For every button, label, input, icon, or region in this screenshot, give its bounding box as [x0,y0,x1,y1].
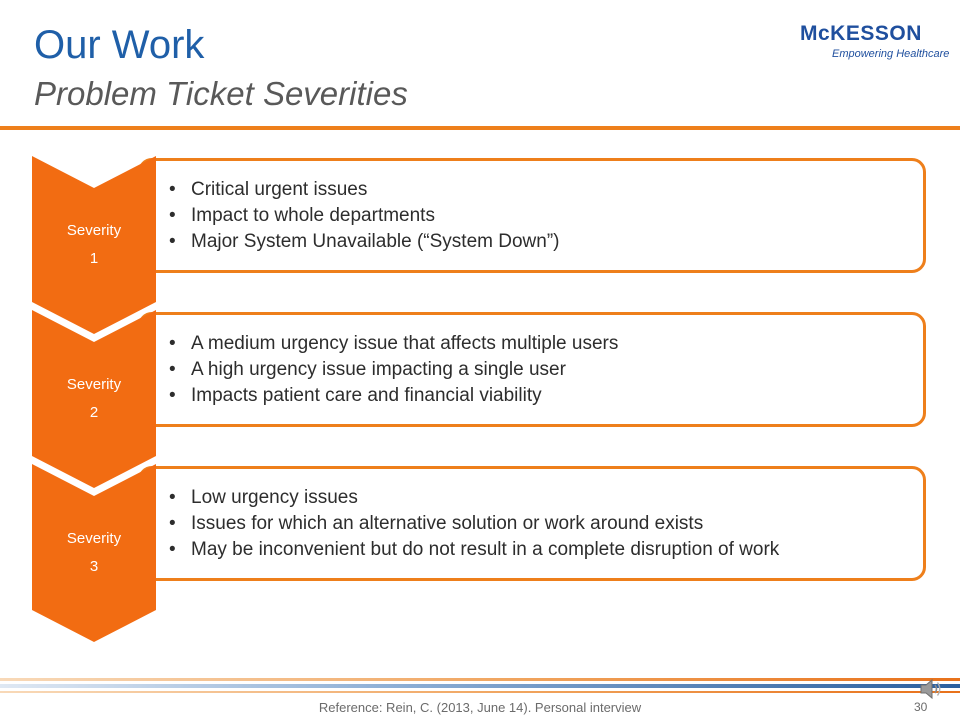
list-item [169,229,923,255]
bullet-icon: • [169,385,176,406]
severity-1-details [138,158,926,273]
list-item [169,177,923,203]
severity-3-label-word: Severity [66,530,122,547]
logo-wordmark: McKESSON [800,22,922,45]
bullet-icon: • [169,513,176,534]
audio-speaker[interactable] [918,676,944,702]
severity-1-chevron [32,156,156,334]
list-item [169,331,923,357]
list-item [169,511,923,537]
list-item [169,537,923,563]
slide-subtitle: Problem Ticket Severities [34,75,408,112]
chevron-shape [32,310,156,488]
chevron-shape [32,156,156,334]
list-item [169,383,923,409]
slide-title: Our Work [34,23,205,67]
list-item [169,485,923,511]
bullet-text: A medium urgency issue that affects multiple users [191,333,619,354]
speaker-icon [918,676,944,702]
severity-1-label-word: Severity [66,222,122,239]
title-divider [0,126,960,130]
bullet-icon: • [169,539,176,560]
severity-1-bullet-list [169,177,923,255]
list-item [169,203,923,229]
bullet-text: Critical urgent issues [191,179,368,200]
severity-3-label-number: 3 [89,558,99,575]
severity-1-label-number: 1 [89,250,99,267]
severity-2-details [138,312,926,427]
chevron-shape [32,464,156,642]
bullet-icon: • [169,205,176,226]
severity-2-bullet-list [169,331,923,409]
severity-2-label-word: Severity [66,376,122,393]
severity-2-chevron [32,310,156,488]
bullet-text: A high urgency issue impacting a single user [191,359,566,380]
bullet-text: May be inconvenient but do not result in a complete disruption of work [191,539,780,560]
severity-2-label-number: 2 [89,404,99,421]
severity-3-chevron [32,464,156,642]
bullet-icon: • [169,333,176,354]
company-logo [800,22,950,72]
footer-decorative-bars [0,676,960,698]
bullet-text: Issues for which an alternative solution or work around exists [191,513,704,534]
bullet-icon: • [169,179,176,200]
bullet-text: Major System Unavailable (“System Down”) [191,231,560,252]
bullet-icon: • [169,359,176,380]
severity-3-bullet-list [169,485,923,563]
bullet-text: Low urgency issues [191,487,358,508]
bullet-text: Impacts patient care and financial viability [191,385,542,406]
page-number: 30 [914,700,928,714]
reference-citation: Reference: Rein, C. (2013, June 14). Personal interview [318,700,642,715]
severity-3-details [138,466,926,581]
bullet-icon: • [169,231,176,252]
bullet-icon: • [169,487,176,508]
list-item [169,357,923,383]
bullet-text: Impact to whole departments [191,205,435,226]
logo-tagline: Empowering Healthcare [832,48,950,60]
